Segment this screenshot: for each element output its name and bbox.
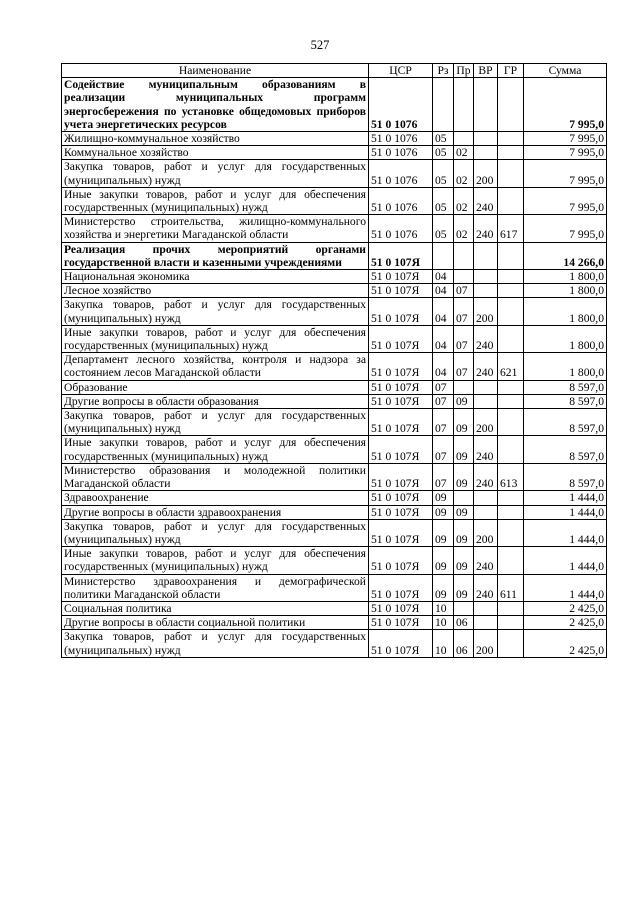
row-gr-cell: 611 [498,574,524,601]
row-name-cell: Закупка товаров, работ и услуг для государственных (муниципальных) нужд [62,298,369,325]
table-row [62,380,607,394]
row-pr-cell: 02 [454,187,474,214]
row-rz-cell: 10 [433,616,454,630]
row-gr-cell: 621 [498,353,524,380]
row-gr-cell [498,547,524,574]
row-sum-cell: 7 995,0 [524,78,607,132]
table-row [62,78,607,132]
row-pr-cell: 06 [454,616,474,630]
row-gr-cell [498,270,524,284]
header-csr: ЦСР [369,64,433,78]
row-sum-cell: 7 995,0 [524,187,607,214]
row-vr-cell: 200 [474,630,498,657]
row-csr-cell: 51 0 107Я [369,353,433,380]
row-name-cell: Другие вопросы в области здравоохранения [62,505,369,519]
row-vr-cell [474,505,498,519]
row-vr-cell [474,601,498,615]
table-row [62,187,607,214]
row-rz-cell [433,78,454,132]
row-csr-cell: 51 0 107Я [369,547,433,574]
table-row [62,505,607,519]
table-row [62,519,607,546]
row-csr-cell: 51 0 1076 [369,187,433,214]
row-sum-cell: 8 597,0 [524,394,607,408]
row-name-cell: Департамент лесного хозяйства, контроля и надзора за состоянием лесов Магаданской области [62,353,369,380]
row-sum-cell: 2 425,0 [524,630,607,657]
row-csr-cell: 51 0 107Я [369,436,433,463]
row-pr-cell [454,78,474,132]
row-vr-cell [474,284,498,298]
row-name-cell: Коммунальное хозяйство [62,146,369,160]
row-gr-cell [498,409,524,436]
row-rz-cell: 07 [433,409,454,436]
row-gr-cell [498,160,524,187]
row-rz-cell: 09 [433,519,454,546]
table-row [62,215,607,242]
row-vr-cell: 200 [474,298,498,325]
table-row [62,491,607,505]
row-sum-cell: 1 800,0 [524,325,607,352]
header-vr: ВР [474,64,498,78]
row-pr-cell: 07 [454,353,474,380]
row-name-cell: Содействие муниципальным образованиям в реализации муниципальных программ энергосбережения по установке общедомовых приборов учета энергетических ресурсов [62,78,369,132]
row-vr-cell: 240 [474,463,498,490]
row-sum-cell: 1 444,0 [524,547,607,574]
table-row [62,601,607,615]
row-name-cell: Закупка товаров, работ и услуг для государственных (муниципальных) нужд [62,519,369,546]
row-gr-cell [498,78,524,132]
row-csr-cell: 51 0 107Я [369,463,433,490]
table-row [62,298,607,325]
row-name-cell: Иные закупки товаров, работ и услуг для обеспечения государственных (муниципальных) нужд [62,187,369,214]
row-sum-cell: 2 425,0 [524,616,607,630]
row-rz-cell: 05 [433,146,454,160]
row-vr-cell [474,270,498,284]
row-pr-cell: 02 [454,160,474,187]
row-gr-cell: 617 [498,215,524,242]
row-vr-cell: 240 [474,325,498,352]
row-vr-cell: 200 [474,519,498,546]
row-csr-cell: 51 0 107Я [369,298,433,325]
row-rz-cell: 07 [433,380,454,394]
row-pr-cell [454,491,474,505]
row-gr-cell [498,616,524,630]
row-vr-cell [474,78,498,132]
row-rz-cell: 05 [433,160,454,187]
row-pr-cell: 09 [454,574,474,601]
row-csr-cell: 51 0 107Я [369,491,433,505]
row-gr-cell [498,380,524,394]
row-pr-cell [454,601,474,615]
row-name-cell: Образование [62,380,369,394]
row-rz-cell: 10 [433,630,454,657]
row-name-cell: Социальная политика [62,601,369,615]
row-pr-cell: 07 [454,284,474,298]
row-csr-cell: 51 0 107Я [369,616,433,630]
row-gr-cell [498,187,524,214]
table-header-row [62,64,607,78]
row-rz-cell: 05 [433,187,454,214]
table-row [62,574,607,601]
row-name-cell: Жилищно-коммунальное хозяйство [62,132,369,146]
row-rz-cell: 10 [433,601,454,615]
row-pr-cell [454,380,474,394]
row-sum-cell: 8 597,0 [524,409,607,436]
row-sum-cell: 7 995,0 [524,146,607,160]
row-rz-cell: 04 [433,298,454,325]
row-name-cell: Закупка товаров, работ и услуг для государственных (муниципальных) нужд [62,409,369,436]
row-csr-cell: 51 0 107Я [369,519,433,546]
row-pr-cell: 09 [454,519,474,546]
row-sum-cell: 7 995,0 [524,160,607,187]
table-row [62,463,607,490]
table-row [62,325,607,352]
row-name-cell: Иные закупки товаров, работ и услуг для обеспечения государственных (муниципальных) нужд [62,325,369,352]
row-name-cell: Лесное хозяйство [62,284,369,298]
row-name-cell: Закупка товаров, работ и услуг для государственных (муниципальных) нужд [62,160,369,187]
row-vr-cell: 200 [474,160,498,187]
row-csr-cell: 51 0 1076 [369,132,433,146]
row-rz-cell: 04 [433,325,454,352]
row-pr-cell: 09 [454,547,474,574]
row-csr-cell: 51 0 107Я [369,505,433,519]
row-gr-cell [498,630,524,657]
row-vr-cell: 240 [474,353,498,380]
table-row [62,616,607,630]
row-csr-cell: 51 0 107Я [369,574,433,601]
row-rz-cell: 09 [433,491,454,505]
table-row [62,270,607,284]
row-pr-cell: 07 [454,298,474,325]
row-name-cell: Министерство здравоохранения и демографической политики Магаданской области [62,574,369,601]
row-gr-cell [498,505,524,519]
row-pr-cell: 02 [454,146,474,160]
row-name-cell: Министерство строительства, жилищно-коммунального хозяйства и энергетики Магаданской области [62,215,369,242]
table-row [62,353,607,380]
row-csr-cell: 51 0 1076 [369,160,433,187]
row-rz-cell: 04 [433,270,454,284]
row-name-cell: Национальная экономика [62,270,369,284]
row-pr-cell: 09 [454,505,474,519]
row-rz-cell: 07 [433,463,454,490]
row-csr-cell: 51 0 107Я [369,394,433,408]
row-vr-cell: 240 [474,187,498,214]
row-pr-cell: 09 [454,394,474,408]
row-pr-cell: 09 [454,409,474,436]
table-row [62,146,607,160]
table-row [62,132,607,146]
table-row [62,242,607,269]
row-csr-cell: 51 0 107Я [369,380,433,394]
row-name-cell: Иные закупки товаров, работ и услуг для обеспечения государственных (муниципальных) нужд [62,547,369,574]
table-row [62,394,607,408]
table-row [62,436,607,463]
row-pr-cell [454,242,474,269]
row-sum-cell: 1 444,0 [524,505,607,519]
row-sum-cell: 1 800,0 [524,298,607,325]
row-csr-cell: 51 0 107Я [369,409,433,436]
row-vr-cell [474,242,498,269]
row-csr-cell: 51 0 1076 [369,78,433,132]
row-gr-cell [498,146,524,160]
row-vr-cell: 240 [474,215,498,242]
row-name-cell: Закупка товаров, работ и услуг для государственных (муниципальных) нужд [62,630,369,657]
row-sum-cell: 8 597,0 [524,436,607,463]
header-name: Наименование [62,64,369,78]
row-name-cell: Здравоохранение [62,491,369,505]
row-name-cell: Иные закупки товаров, работ и услуг для обеспечения государственных (муниципальных) нужд [62,436,369,463]
row-rz-cell [433,242,454,269]
row-sum-cell: 14 266,0 [524,242,607,269]
row-vr-cell: 200 [474,409,498,436]
row-pr-cell: 09 [454,436,474,463]
table-row [62,409,607,436]
row-sum-cell: 1 444,0 [524,491,607,505]
row-vr-cell: 240 [474,547,498,574]
table-row [62,284,607,298]
row-rz-cell: 09 [433,547,454,574]
row-csr-cell: 51 0 107Я [369,242,433,269]
row-csr-cell: 51 0 107Я [369,601,433,615]
row-vr-cell [474,146,498,160]
table-row [62,547,607,574]
row-pr-cell [454,132,474,146]
row-csr-cell: 51 0 107Я [369,325,433,352]
row-gr-cell [498,601,524,615]
row-gr-cell [498,298,524,325]
row-sum-cell: 1 800,0 [524,353,607,380]
row-rz-cell: 09 [433,505,454,519]
row-vr-cell [474,394,498,408]
row-sum-cell: 1 444,0 [524,574,607,601]
row-pr-cell: 09 [454,463,474,490]
row-csr-cell: 51 0 1076 [369,146,433,160]
row-rz-cell: 04 [433,353,454,380]
table-row [62,160,607,187]
row-rz-cell: 07 [433,436,454,463]
row-pr-cell: 02 [454,215,474,242]
header-rz: Рз [433,64,454,78]
row-vr-cell [474,616,498,630]
row-rz-cell: 07 [433,394,454,408]
row-gr-cell: 613 [498,463,524,490]
row-csr-cell: 51 0 107Я [369,270,433,284]
table-body [62,78,607,658]
row-gr-cell [498,394,524,408]
row-vr-cell: 240 [474,574,498,601]
row-sum-cell: 1 444,0 [524,519,607,546]
row-sum-cell: 8 597,0 [524,380,607,394]
row-sum-cell: 2 425,0 [524,601,607,615]
row-sum-cell: 7 995,0 [524,132,607,146]
row-gr-cell [498,436,524,463]
row-pr-cell: 07 [454,325,474,352]
row-rz-cell: 05 [433,215,454,242]
budget-table [61,63,607,658]
header-sum: Сумма [524,64,607,78]
row-gr-cell [498,325,524,352]
table-row [62,630,607,657]
row-vr-cell [474,491,498,505]
row-gr-cell [498,519,524,546]
row-rz-cell: 05 [433,132,454,146]
row-name-cell: Реализация прочих мероприятий органами государственной власти и казенными учреждениями [62,242,369,269]
row-csr-cell: 51 0 1076 [369,215,433,242]
row-vr-cell: 240 [474,436,498,463]
row-sum-cell: 1 800,0 [524,284,607,298]
row-gr-cell [498,132,524,146]
header-gr: ГР [498,64,524,78]
row-name-cell: Другие вопросы в области образования [62,394,369,408]
row-csr-cell: 51 0 107Я [369,284,433,298]
row-sum-cell: 7 995,0 [524,215,607,242]
row-csr-cell: 51 0 107Я [369,630,433,657]
row-name-cell: Другие вопросы в области социальной политики [62,616,369,630]
row-sum-cell: 8 597,0 [524,463,607,490]
row-vr-cell [474,380,498,394]
row-gr-cell [498,491,524,505]
row-pr-cell: 06 [454,630,474,657]
row-pr-cell [454,270,474,284]
row-vr-cell [474,132,498,146]
row-sum-cell: 1 800,0 [524,270,607,284]
row-rz-cell: 04 [433,284,454,298]
row-gr-cell [498,284,524,298]
row-rz-cell: 09 [433,574,454,601]
row-gr-cell [498,242,524,269]
row-name-cell: Министерство образования и молодежной политики Магаданской области [62,463,369,490]
page-number: 527 [310,38,330,52]
header-pr: Пр [454,64,474,78]
